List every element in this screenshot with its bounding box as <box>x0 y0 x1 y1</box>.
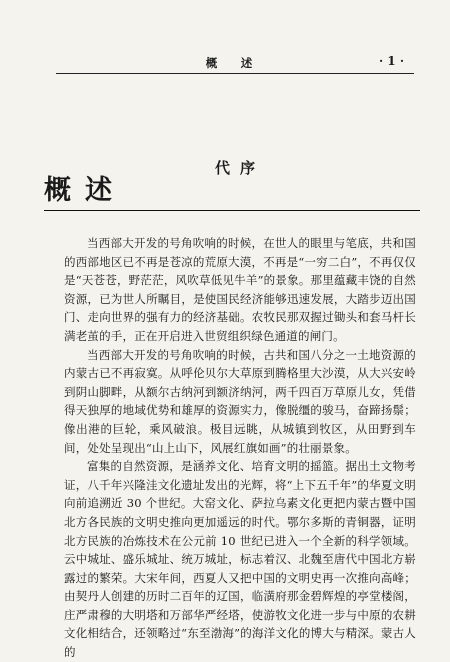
running-header <box>82 55 404 75</box>
paragraph: 当西部大开发的号角吹响的时候，古共和国八分之一土地资源的内蒙古已不再寂寞。从呼伦贝尔大草原到腾格里大沙漠，从大兴安岭到阴山脚畔，从额尔古纳河到额济纳河，两千四百万草原儿女，凭借得天独厚的地域优势和雄厚的资源实力，像脱缰的骏马，奋蹄扬鬃；像出港的巨轮，乘风破浪。极目远眺，从城镇到牧区，从田野到车间，处处呈现出“山上山下，风展红旗如画”的壮丽景象。 <box>64 347 416 455</box>
chapter-title: 概述 <box>44 175 126 206</box>
page-number: · 1 · <box>378 54 404 68</box>
preface-label: 代序 <box>214 159 265 177</box>
body-text <box>64 234 416 662</box>
running-title: 概 述 <box>205 56 259 70</box>
header-rule <box>56 73 414 74</box>
paragraph: 当西部大开发的号角吹响的时候，在世人的眼里与笔底，共和国的西部地区已不再是苍凉的荒原大漠，不再是“一穷二白”，不再仅仅是“天苍苍，野茫茫，风吹草低见牛羊”的景象。那里蕴藏丰饶的自然资源，已为世人所瞩目，是使国民经济能够迅速发展，大踏步迈出国门、走向世界的强有力的经济基础。农牧民那双握过锄头和套马杆长满老茧的手，正在开启进入世贸组织绿色通道的闸门。 <box>64 236 416 343</box>
paragraph: 富集的自然资源，是涵养文化、培育文明的摇篮。据出土文物考证，八千年兴隆洼文化遗址发出的光辉，将“上下五千年”的华夏文明向前追溯近 30 个世纪。大窑文化、萨拉乌素文化更把内蒙古暨中国北方各民族的文明史推向更加遥远的时代。鄂尔多斯的青铜器，证明北方民族的冶炼技术在公元前 10 世纪已进入一个全新的科学领域。云中城址、盛乐城址、统万城址，标志着汉、北魏至唐代中国北方崭露过的繁荣。大宋年间，西夏人又把中国的文明史再一次推向高峰；由契丹人创建的历时二百年的辽国，临潢府那金碧辉煌的亭堂楼阁，庄严肃穆的大明塔和万部华严经塔，使游牧文化进一步与中原的农耕文化相结合，还领略过“东至渤海”的海洋文化的博大与精深。蒙古人的 <box>64 459 416 660</box>
chapter-rule <box>44 210 420 211</box>
